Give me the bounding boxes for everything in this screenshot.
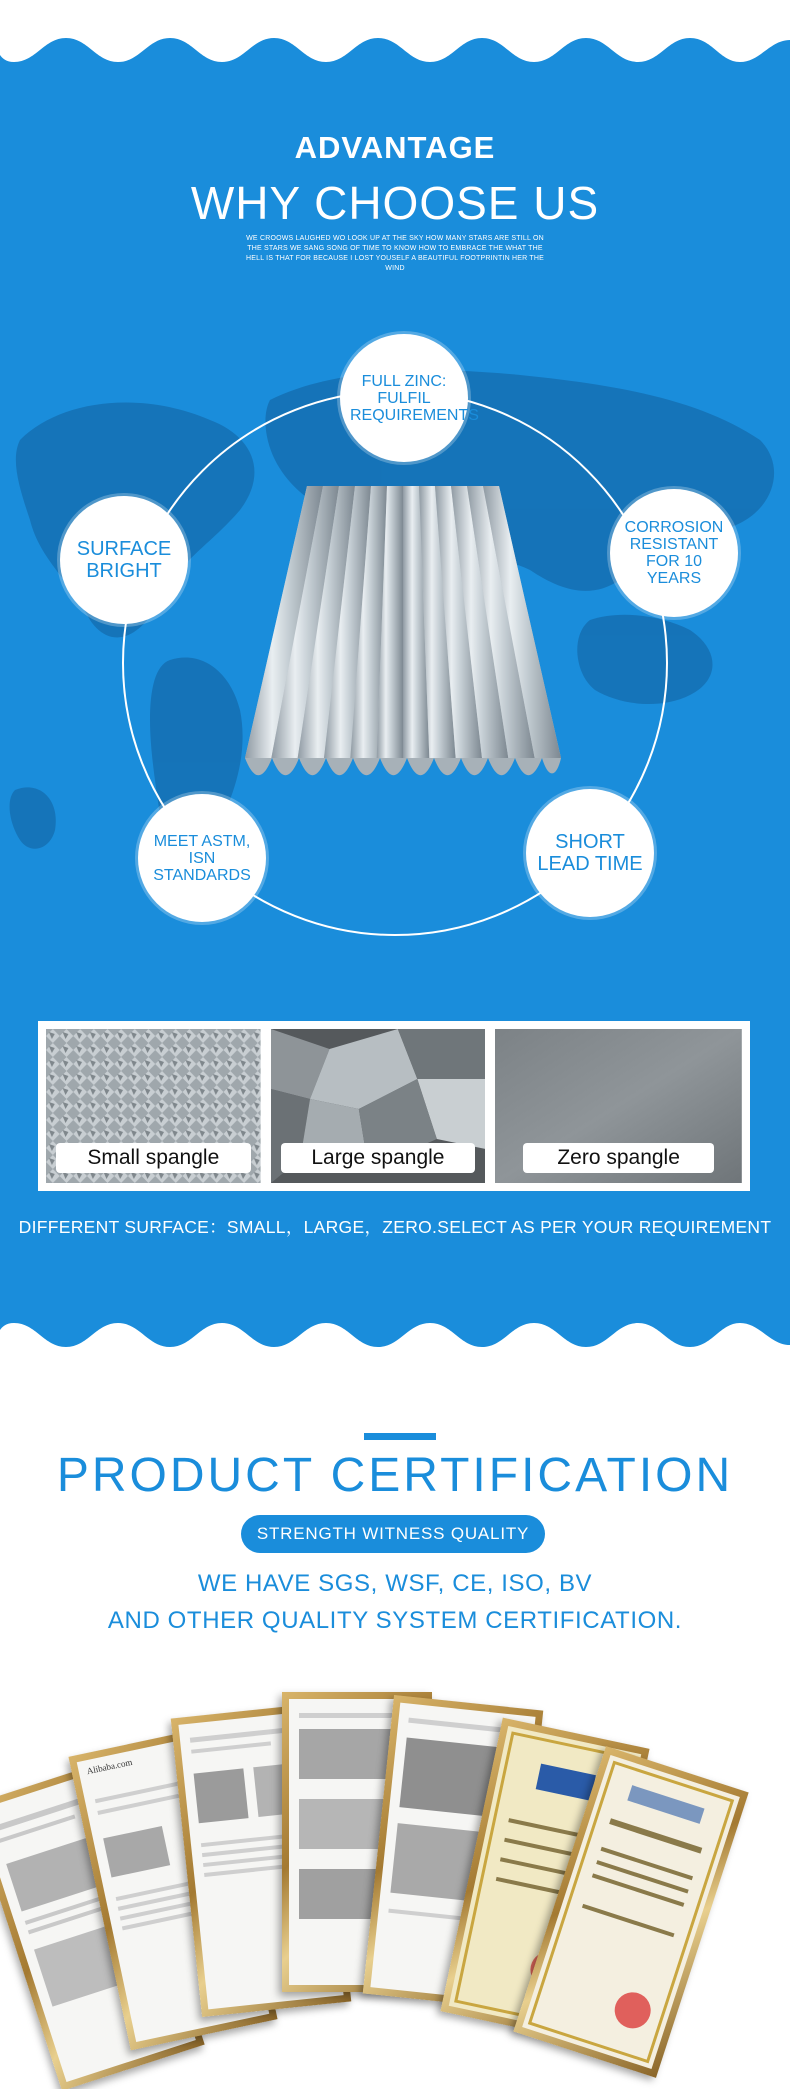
spangle-zero-sample	[495, 1029, 742, 1183]
advantage-description: WE CROOWS LAUGHED WO LOOK UP AT THE SKY HOW MANY STARS ARE STILL ON THE STARS WE SANG SONG OF TIME TO KNOW HOW TO EMBRACE THE WHAT THE HELL IS THAT FOR BECAUSE I LOST YOUSELF A BEAUTIFUL FOOTPRINTIN HER THE WIND	[245, 235, 545, 272]
advantage-title: ADVANTAGE	[294, 130, 496, 165]
feature-standards-label: MEET ASTM, ISN STANDARDS	[153, 832, 251, 884]
cert-system-line: AND OTHER QUALITY SYSTEM CERTIFICATION.	[107, 1607, 683, 1634]
certificate-documents	[0, 1670, 790, 2089]
feature-short-lead-time	[526, 789, 654, 917]
surface-options-note: DIFFERENT SURFACE：SMALL，LARGE，ZERO.SELECT AS PER YOUR REQUIREMENT	[18, 1217, 772, 1237]
product-certification-title: PRODUCT CERTIFICATION	[56, 1449, 734, 1502]
cert-accent-bar	[364, 1433, 436, 1440]
why-choose-us-heading: WHY CHOOSE US	[190, 177, 600, 229]
spangle-small-sample	[46, 1029, 261, 1183]
spangle-small-label: Small spangle	[56, 1143, 251, 1173]
strength-witness-quality-badge: STRENGTH WITNESS QUALITY	[241, 1515, 545, 1553]
feature-surface-label: SURFACE BRIGHT	[76, 538, 172, 582]
wave-top-divider	[0, 0, 790, 70]
spangle-large-sample	[271, 1029, 486, 1183]
spangle-large-label: Large spangle	[281, 1143, 476, 1173]
cert-standards-line: WE HAVE SGS, WSF, CE, ISO, BV	[197, 1570, 593, 1597]
feature-full-zinc	[340, 334, 479, 462]
feature-corrosion-resistant	[610, 489, 738, 617]
spangle-zero-label: Zero spangle	[523, 1143, 714, 1173]
feature-corrosion-label: CORROSION RESISTANT FOR 10 YEARS	[624, 519, 724, 587]
spangle-samples	[38, 1021, 750, 1191]
feature-surface-bright	[60, 496, 188, 624]
corrugated-roof-sheet-image	[245, 486, 561, 781]
feature-meet-standards	[138, 794, 266, 922]
feature-lead-time-label: SHORT LEAD TIME	[537, 831, 643, 875]
alibaba-heading: Alibaba.com	[85, 1756, 134, 1777]
wave-bottom-divider	[0, 1315, 790, 1380]
feature-full-zinc-label: FULL ZINC: FULFIL REQUIREMENTS	[350, 372, 479, 424]
